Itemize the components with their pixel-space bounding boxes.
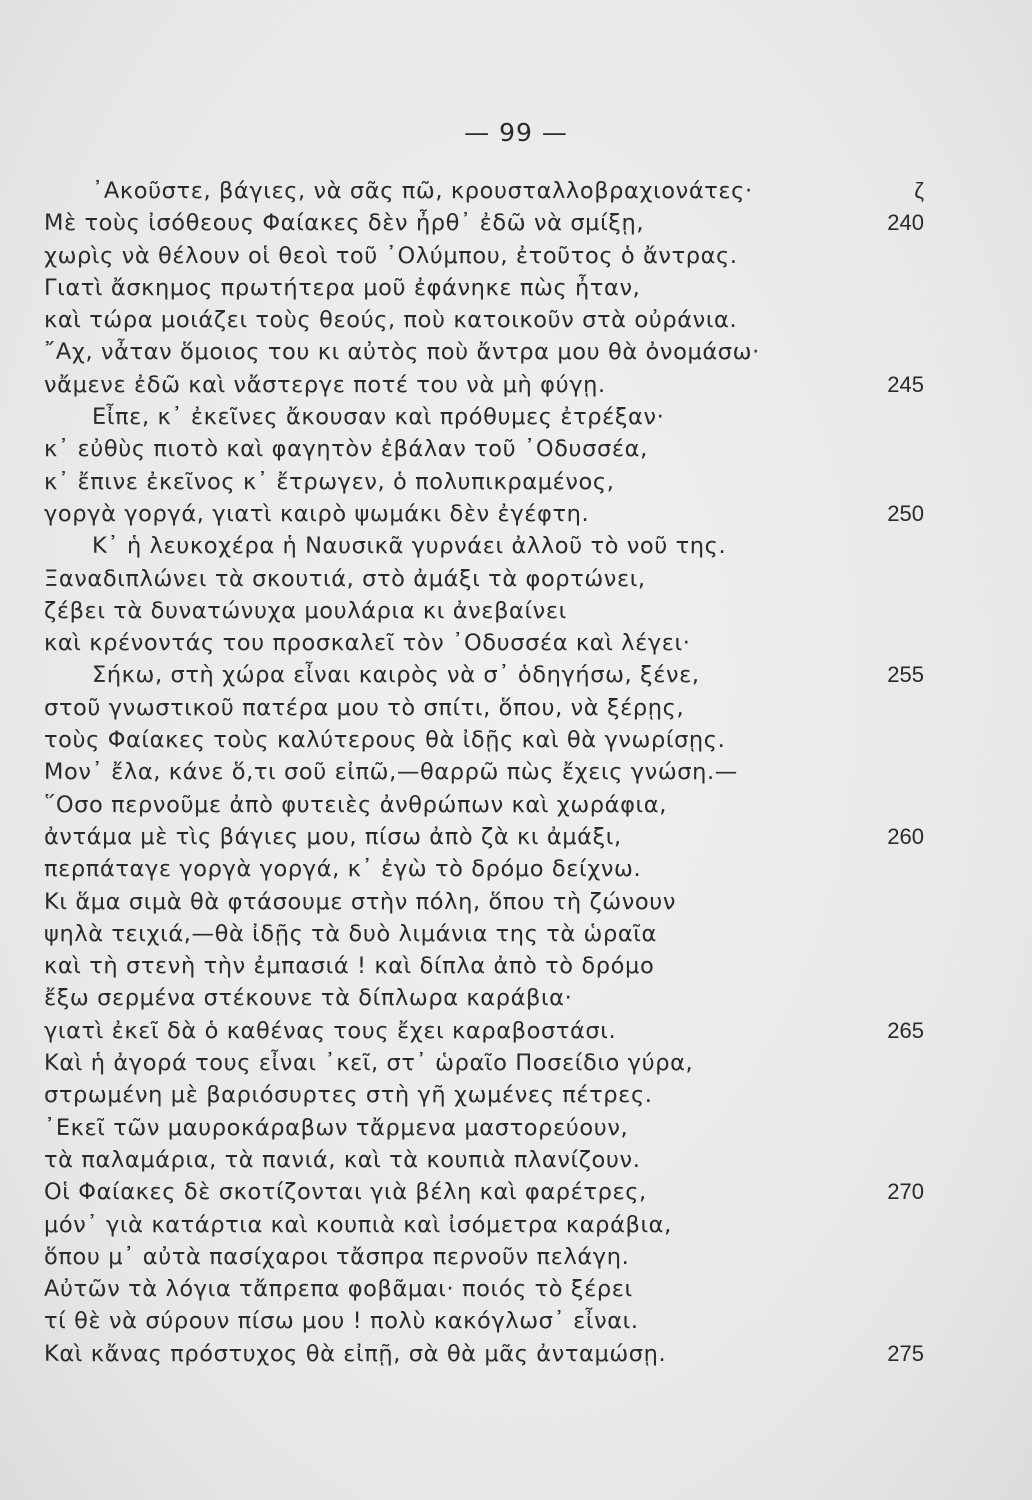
verse-text: Σήκω, στὴ χώρα εἶναι καιρὸς νὰ σ᾿ ὁδηγήσω, ξένε, [92, 662, 700, 689]
verse-text: Μον᾿ ἔλα, κάνε ὅ,τι σοῦ εἰπῶ,—θαρρῶ πὼς ἔχεις γνώση.— [44, 759, 738, 786]
verse-text: τοὺς Φαίακες τοὺς καλύτερους θὰ ἰδῇς καὶ θὰ γνωρίσῃς. [44, 727, 726, 754]
verse-line [44, 1015, 924, 1047]
verse-line [44, 304, 924, 336]
verse-line [44, 1209, 924, 1241]
verse-text: Γιατὶ ἄσκημος πρωτήτερα μοῦ ἐφάνηκε πὼς ἦταν, [44, 274, 641, 301]
verse-line [44, 982, 924, 1014]
verse-line [44, 466, 924, 498]
page-number: — 99 — [464, 118, 568, 147]
line-number: 260 [887, 823, 924, 849]
verse-text: ῎Αχ, νἆταν ὅμοιος του κι αὐτὸς ποὺ ἄντρα μου θὰ ὀνομάσω· [44, 339, 760, 366]
verse-text: Κ᾿ ἡ λευκοχέρα ἡ Ναυσικᾶ γυρνάει ἀλλοῦ τὸ νοῦ της. [92, 533, 727, 560]
verse-text: ὅπου μ᾿ αὐτὰ πασίχαροι τἄσπρα περνοῦν πελάγη. [44, 1243, 630, 1270]
line-number: 275 [887, 1340, 924, 1366]
verse-text: γιατὶ ἐκεῖ δὰ ὁ καθένας τους ἔχει καραβοστάσι. [44, 1017, 617, 1044]
verse-text: νἄμενε ἐδῶ καὶ νἄστεργε ποτέ του νὰ μὴ φύγῃ. [44, 371, 606, 398]
verse-line [44, 240, 924, 272]
verse-line [44, 724, 924, 756]
line-number: ζ [914, 178, 924, 203]
verse-line [44, 563, 924, 595]
verse-text: ῞Οσο περνοῦμε ἀπὸ φυτειὲς ἀνθρώπων καὶ χωράφια, [44, 791, 667, 818]
verse-text: περπάταγε γοργὰ γοργά, κ᾿ ἐγὼ τὸ δρόμο δείχνω. [44, 856, 642, 883]
verse-text: Καὶ κἄνας πρόστυχος θὰ εἰπῇ, σὰ θὰ μᾶς ἀνταμώσῃ. [44, 1340, 667, 1367]
verse-line [44, 789, 924, 821]
line-number: 270 [887, 1179, 924, 1205]
verse-text: γοργὰ γοργά, γιατὶ καιρὸ ψωμάκι δὲν ἐγέφτη. [44, 500, 590, 527]
verse-line [44, 1273, 924, 1305]
verse-line [44, 175, 924, 207]
verse-line [44, 756, 924, 788]
verse-line [44, 1241, 924, 1273]
verse-line [44, 1176, 924, 1208]
verse-text: κ᾿ ἔπινε ἐκεῖνος κ᾿ ἔτρωγεν, ὁ πολυπικραμένος, [44, 468, 615, 495]
verse-line [44, 595, 924, 627]
verse-line [44, 659, 924, 691]
verse-block [44, 175, 924, 1370]
verse-text: ᾿Εκεῖ τῶν μαυροκάραβων τἄρμενα μαστορεύουν, [44, 1114, 629, 1141]
verse-line [44, 950, 924, 982]
verse-text: ψηλὰ τειχιά,—θὰ ἰδῇς τὰ δυὸ λιμάνια της τὰ ὡραῖα [44, 920, 657, 947]
verse-text: τί θὲ νὰ σύρουν πίσω μου ! πολὺ κακόγλωσ᾿ εἶναι. [44, 1308, 639, 1335]
verse-line [44, 821, 924, 853]
verse-line [44, 1144, 924, 1176]
verse-text: ᾿Ακοῦστε, βάγιες, νὰ σᾶς πῶ, κρουσταλλοβραχιονάτες· [92, 178, 753, 204]
verse-text: ἔξω σερμένα στέκουνε τὰ δίπλωρα καράβια· [44, 985, 573, 1012]
verse-text: στοῦ γνωστικοῦ πατέρα μου τὸ σπίτι, ὅπου, νὰ ξέρῃς, [44, 694, 685, 721]
verse-line [44, 1305, 924, 1337]
verse-line [44, 1112, 924, 1144]
line-number: 250 [887, 500, 924, 526]
line-number: 245 [887, 371, 924, 397]
verse-text: καὶ τώρα μοιάζει τοὺς θεούς, ποὺ κατοικοῦν στὰ οὐράνια. [44, 307, 738, 334]
verse-line [44, 692, 924, 724]
line-number: 240 [887, 210, 924, 236]
verse-line [44, 401, 924, 433]
verse-text: ζέβει τὰ δυνατώνυχα μουλάρια κι ἀνεβαίνει [44, 597, 567, 624]
verse-text: κ᾿ εὐθὺς πιοτὸ καὶ φαγητὸν ἐβάλαν τοῦ ᾿Οδυσσέα, [44, 436, 648, 463]
verse-text: Αὐτῶν τὰ λόγια τἄπρεπα φοβᾶμαι· ποιός τὸ ξέρει [44, 1276, 633, 1303]
verse-text: Κι ἅμα σιμὰ θὰ φτάσουμε στὴν πόλη, ὅπου τὴ ζώνουν [44, 888, 677, 915]
verse-line [44, 1079, 924, 1111]
line-number: 255 [887, 662, 924, 688]
verse-text: χωρὶς νὰ θέλουν οἱ θεοὶ τοῦ ᾿Ολύμπου, ἐτοῦτος ὁ ἄντρας. [44, 242, 738, 269]
verse-text: Καὶ ἡ ἀγορά τους εἶναι ᾿κεῖ, στ᾿ ὡραῖο Ποσείδιο γύρα, [44, 1050, 694, 1077]
verse-text: ἀντάμα μὲ τὶς βάγιες μου, πίσω ἀπὸ ζὰ κι ἀμάξι, [44, 823, 622, 850]
verse-line [44, 886, 924, 918]
verse-text: Ξαναδιπλώνει τὰ σκουτιά, στὸ ἀμάξι τὰ φορτώνει, [44, 565, 646, 592]
verse-text: Μὲ τοὺς ἰσόθεους Φαίακες δὲν ἦρθ᾿ ἐδῶ νὰ σμίξῃ, [44, 210, 645, 237]
verse-line [44, 1338, 924, 1370]
verse-line [44, 336, 924, 368]
verse-text: καὶ τὴ στενὴ τὴν ἐμπασιά ! καὶ δίπλα ἀπὸ τὸ δρόμο [44, 953, 655, 980]
verse-line [44, 1047, 924, 1079]
line-number: 265 [887, 1017, 924, 1043]
verse-text: Οἱ Φαίακες δὲ σκοτίζονται γιὰ βέλη καὶ φαρέτρες, [44, 1179, 647, 1206]
verse-line [44, 530, 924, 562]
verse-text: στρωμένη μὲ βαριόσυρτες στὴ γῆ χωμένες πέτρες. [44, 1082, 653, 1109]
verse-text: Εἶπε, κ᾿ ἐκεῖνες ἄκουσαν καὶ πρόθυμες ἐτρέξαν· [92, 404, 665, 431]
verse-text: τὰ παλαμάρια, τὰ πανιά, καὶ τὰ κουπιὰ πλανίζουν. [44, 1146, 641, 1173]
verse-line [44, 433, 924, 465]
verse-line [44, 853, 924, 885]
verse-line [44, 207, 924, 239]
verse-line [44, 369, 924, 401]
verse-line [44, 627, 924, 659]
verse-line [44, 272, 924, 304]
verse-line [44, 918, 924, 950]
verse-line [44, 498, 924, 530]
verse-text: μόν᾿ γιὰ κατάρτια καὶ κουπιὰ καὶ ἰσόμετρα καράβια, [44, 1211, 672, 1238]
verse-text: καὶ κρένοντάς του προσκαλεῖ τὸν ᾿Οδυσσέα καὶ λέγει· [44, 630, 691, 657]
